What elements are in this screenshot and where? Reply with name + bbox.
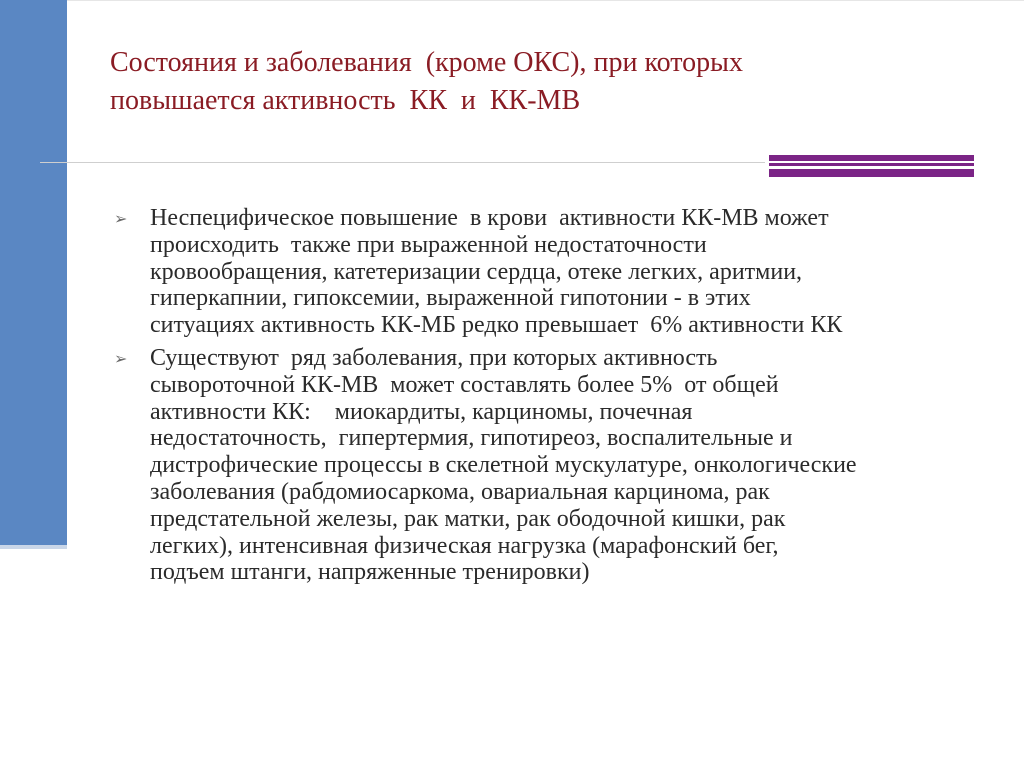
accent-bar-top <box>769 155 974 161</box>
bullet-line: легких), интенсивная физическая нагрузка (марафонский бег, <box>150 532 779 559</box>
bullet-line: дистрофические процессы в скелетной мускулатуре, онкологические <box>150 452 857 479</box>
title-divider <box>40 162 765 163</box>
bullet-line: Неспецифическое повышение в крови активности КК-МВ может <box>150 205 829 231</box>
bullet-line: заболевания (рабдомиосаркома, овариальная карцинома, рак <box>150 478 770 505</box>
top-border <box>0 0 1024 1</box>
bullet-line: происходить также при выраженной недостаточности <box>150 231 707 258</box>
bullet-line: подъем штанги, напряженные тренировки) <box>150 559 590 586</box>
bullet-line: предстательной железы, рак матки, рак ободочной кишки, рак <box>150 505 786 532</box>
left-decorative-bar <box>0 0 67 545</box>
bullet-list <box>114 205 1004 592</box>
bullet-line: недостаточность, гипертермия, гипотиреоз, воспалительные и <box>150 425 793 452</box>
arrow-bullet-icon: ➢ <box>114 348 128 368</box>
bullet-line: кровообращения, катетеризации сердца, отеке легких, аритмии, <box>150 258 803 285</box>
accent-bars <box>769 155 974 179</box>
bullet-line: гиперкапнии, гипоксемии, выраженной гипотонии - в этих <box>150 285 751 312</box>
slide-title <box>110 44 960 120</box>
bullet-line: ситуациях активность КК-МБ редко превышает 6% активности КК <box>150 312 843 339</box>
arrow-bullet-icon: ➢ <box>114 209 128 228</box>
accent-bar-middle <box>769 163 974 166</box>
bullet-item <box>114 205 1004 339</box>
left-bar-shadow <box>0 545 67 549</box>
bullet-line: сывороточной КК-МВ может составлять более 5% от общей <box>150 371 779 398</box>
bullet-line: активности КК: миокардиты, карциномы, почечная <box>150 398 693 425</box>
title-line: повышается активность КК и КК-МВ <box>110 85 581 116</box>
accent-bar-bottom <box>769 169 974 177</box>
bullet-item <box>114 345 1004 586</box>
title-line: Состояния и заболевания (кроме ОКС), при которых <box>110 47 743 78</box>
bullet-line: Существуют ряд заболевания, при которых активность <box>150 344 718 371</box>
